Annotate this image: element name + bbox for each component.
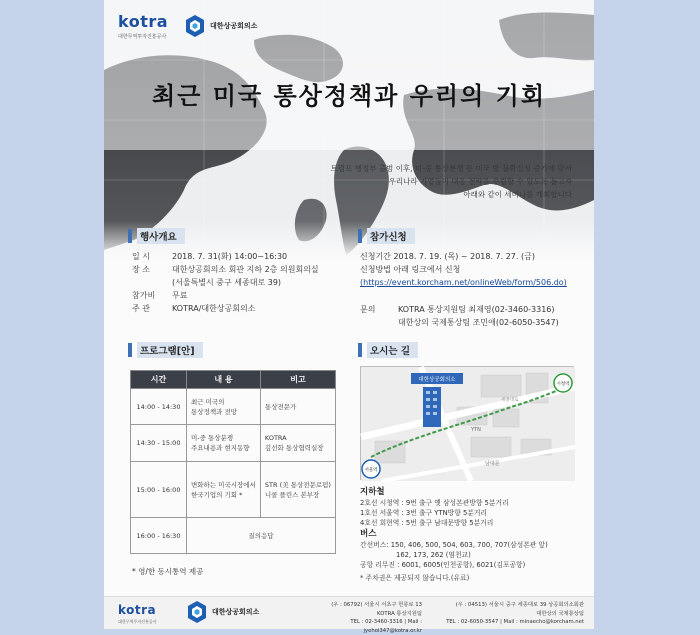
directions-heading — [358, 343, 418, 357]
session-time: 16:00 - 16:30 — [131, 518, 187, 554]
program-heading-label: 프로그램[안] — [137, 342, 203, 358]
overview-row — [132, 276, 319, 289]
contact-kotra: KOTRA 통상지원팀 최재영(02-3460-3316) — [398, 305, 555, 314]
footer-kcci-logo — [186, 600, 259, 624]
column-header-time: 시간 — [131, 371, 187, 389]
footer — [104, 596, 594, 634]
overview-value: 무료 — [172, 291, 188, 300]
heading-bar — [128, 229, 132, 243]
column-header-note: 비고 — [260, 371, 335, 389]
session-content — [187, 425, 261, 462]
address-line: TEL : 02-6050-3547 | Mail : minaecho@korcham.net — [446, 619, 584, 625]
session-note-line: 니콜 플린스 본부장 — [264, 490, 320, 499]
footer-kotra-logo — [118, 603, 157, 625]
kcci-logo — [184, 14, 257, 38]
page-title: 최근 미국 통상정책과 우리의 기회 — [152, 82, 546, 110]
bus-line: 간선버스: 150, 406, 500, 504, 603, 700, 707(삼성본관 앞) — [360, 541, 548, 549]
registration-info — [360, 250, 567, 329]
table-header-row — [131, 371, 336, 389]
address-line: (우 : 06792) 서울시 서초구 헌릉로 13 — [331, 602, 422, 608]
registration-heading-label: 참가신청 — [367, 228, 415, 244]
bus-heading: 버스 — [360, 529, 377, 539]
address-line: KOTRA 통상지원팀 — [377, 610, 422, 617]
location-map — [360, 366, 574, 480]
overview-row — [132, 250, 319, 263]
table-row — [131, 425, 336, 462]
session-content — [187, 462, 261, 518]
session-note — [260, 425, 335, 462]
overview-value: (서울특별시 중구 세종대로 39) — [172, 278, 282, 287]
kcci-name: 대한상공회의소 — [210, 22, 258, 30]
contact-kcci: 대한상의 국제통상팀 조민애(02-6050-3547) — [398, 318, 559, 327]
subway-line: 2호선 시청역 : 9번 출구 옛 삼성본관방향 5분거리 — [360, 499, 509, 507]
overview-key: 장 소 — [132, 265, 150, 274]
session-content-line: 질의응답 — [248, 531, 274, 540]
subway-heading: 지하철 — [360, 487, 385, 497]
logo-bar — [118, 12, 257, 48]
interpretation-note: * 영/한 동시통역 제공 — [132, 567, 204, 576]
session-content-line: 최근 미국의 — [191, 397, 225, 406]
overview-value: 대한상공회의소 회관 지하 2층 의원회의실 — [172, 265, 319, 274]
parking-note: * 주차권은 제공되지 않습니다.(유료) — [360, 574, 470, 582]
heading-bar — [128, 343, 132, 357]
intro-line: 트럼프 행정부 출범 이후, 미-중 통상분쟁 등 미국 발 불확실성 증가에 맞서 — [330, 164, 572, 173]
registration-period: 신청기간 2018. 7. 19. (목) ~ 2018. 7. 27. (금) — [360, 252, 535, 261]
poster — [104, 0, 594, 634]
location-map-drawing — [361, 367, 575, 481]
session-content-line: 변화하는 미국시장에서 — [191, 480, 256, 489]
kcci-emblem-icon — [186, 600, 208, 624]
subway-line: 1호선 서울역 : 3번 출구 YTN방향 5분거리 — [360, 509, 487, 517]
overview-heading — [128, 229, 185, 243]
intro-line: 아래와 같이 세미나를 개최합니다 — [463, 190, 572, 199]
heading-bar — [358, 343, 362, 357]
session-note-line: 통상전문가 — [264, 402, 297, 411]
session-note — [260, 389, 335, 425]
intro-text — [331, 162, 572, 201]
table-row — [131, 462, 336, 518]
intro-line: 우리나라 기업들이 대응 전략을 수립할 수 있도록 돕고자 — [388, 177, 572, 186]
bus-line: 162, 173, 262 (염천교) — [396, 551, 471, 559]
session-content-line: 한국기업의 기회 * — [191, 490, 243, 499]
directions-heading-label: 오시는 길 — [367, 342, 418, 358]
registration-heading — [358, 229, 415, 243]
overview-info — [132, 250, 319, 315]
program-table — [130, 370, 336, 554]
table-row — [131, 389, 336, 425]
map-building-label: 대한상공회의소 — [418, 377, 456, 383]
session-note-line: KOTRA — [264, 434, 287, 442]
address-line: 대한상의 국제통상팀 — [536, 610, 584, 617]
footer-kcci-name: 대한상공회의소 — [212, 608, 260, 616]
session-content — [187, 389, 261, 425]
session-time: 14:00 - 14:30 — [131, 389, 187, 425]
overview-value: 2018. 7. 31(화) 14:00~16:30 — [172, 252, 288, 261]
map-station-city-hall: 시청역 — [556, 382, 570, 387]
kotra-wordmark: kotra — [118, 12, 169, 31]
footer-kotra-subtitle: 대한무역투자진흥공사 — [118, 619, 157, 624]
contact-row — [360, 303, 567, 316]
session-note-line: 김선화 통상협력실장 — [264, 444, 324, 452]
session-content-line: 주요내용과 현지동향 — [191, 444, 250, 452]
overview-key: 주 관 — [132, 304, 150, 313]
map-station-seoul: 서울역 — [364, 468, 378, 473]
kotra-subtitle: 대한무역투자진흥공사 — [118, 34, 167, 40]
registration-method: 신청방법 아래 링크에서 신청 — [360, 265, 461, 274]
session-content-line: 미-중 통상분쟁 — [191, 434, 234, 442]
session-content-line: 통상정책과 전망 — [191, 407, 238, 416]
overview-value: KOTRA/대한상공회의소 — [172, 304, 256, 313]
overview-key: 참가비 — [132, 291, 156, 300]
bus-line: 공항 리무진 : 6001, 6005(인천공항), 6021(김포공항) — [360, 561, 526, 569]
registration-link[interactable]: (https://event.korcham.net/onlineWeb/form/506.do) — [360, 278, 567, 287]
map-label-street: 세종대로 — [501, 398, 519, 403]
overview-row — [132, 289, 319, 302]
program-heading — [128, 343, 203, 357]
footer-kcci-address — [430, 601, 584, 627]
subway-line: 4호선 회현역 : 5번 출구 남대문방향 5분거리 — [360, 519, 494, 527]
overview-row — [132, 302, 319, 315]
footer-kotra-wordmark: kotra — [118, 603, 157, 617]
column-header-content: 내 용 — [187, 371, 261, 389]
overview-key — [132, 276, 172, 289]
table-row — [131, 518, 336, 554]
kotra-logo — [118, 12, 168, 40]
address-line: (우 : 04513) 서울시 중구 세종대로 39 상공회의소회관 — [455, 602, 584, 608]
contact-key: 문의 — [360, 305, 376, 314]
map-label-ytn: YTN — [471, 427, 481, 433]
overview-key: 일 시 — [132, 252, 150, 261]
overview-heading-label: 행사개요 — [137, 228, 185, 244]
map-label-namdaemun: 남대문 — [485, 461, 500, 467]
session-note — [260, 462, 335, 518]
session-time: 15:00 - 16:00 — [131, 462, 187, 518]
overview-row — [132, 263, 319, 276]
session-content — [187, 518, 336, 554]
session-time: 14:30 - 15:00 — [131, 425, 187, 462]
kcci-emblem-icon — [184, 14, 206, 38]
directions-text — [360, 486, 548, 583]
footer-kotra-address — [294, 601, 422, 635]
heading-bar — [358, 229, 362, 243]
session-note-line: STR (美 통상전문로펌) — [264, 480, 331, 489]
address-line: TEL : 02-3460-3316 | Mail : jyehoi347@kotra.or.kr — [350, 619, 422, 634]
